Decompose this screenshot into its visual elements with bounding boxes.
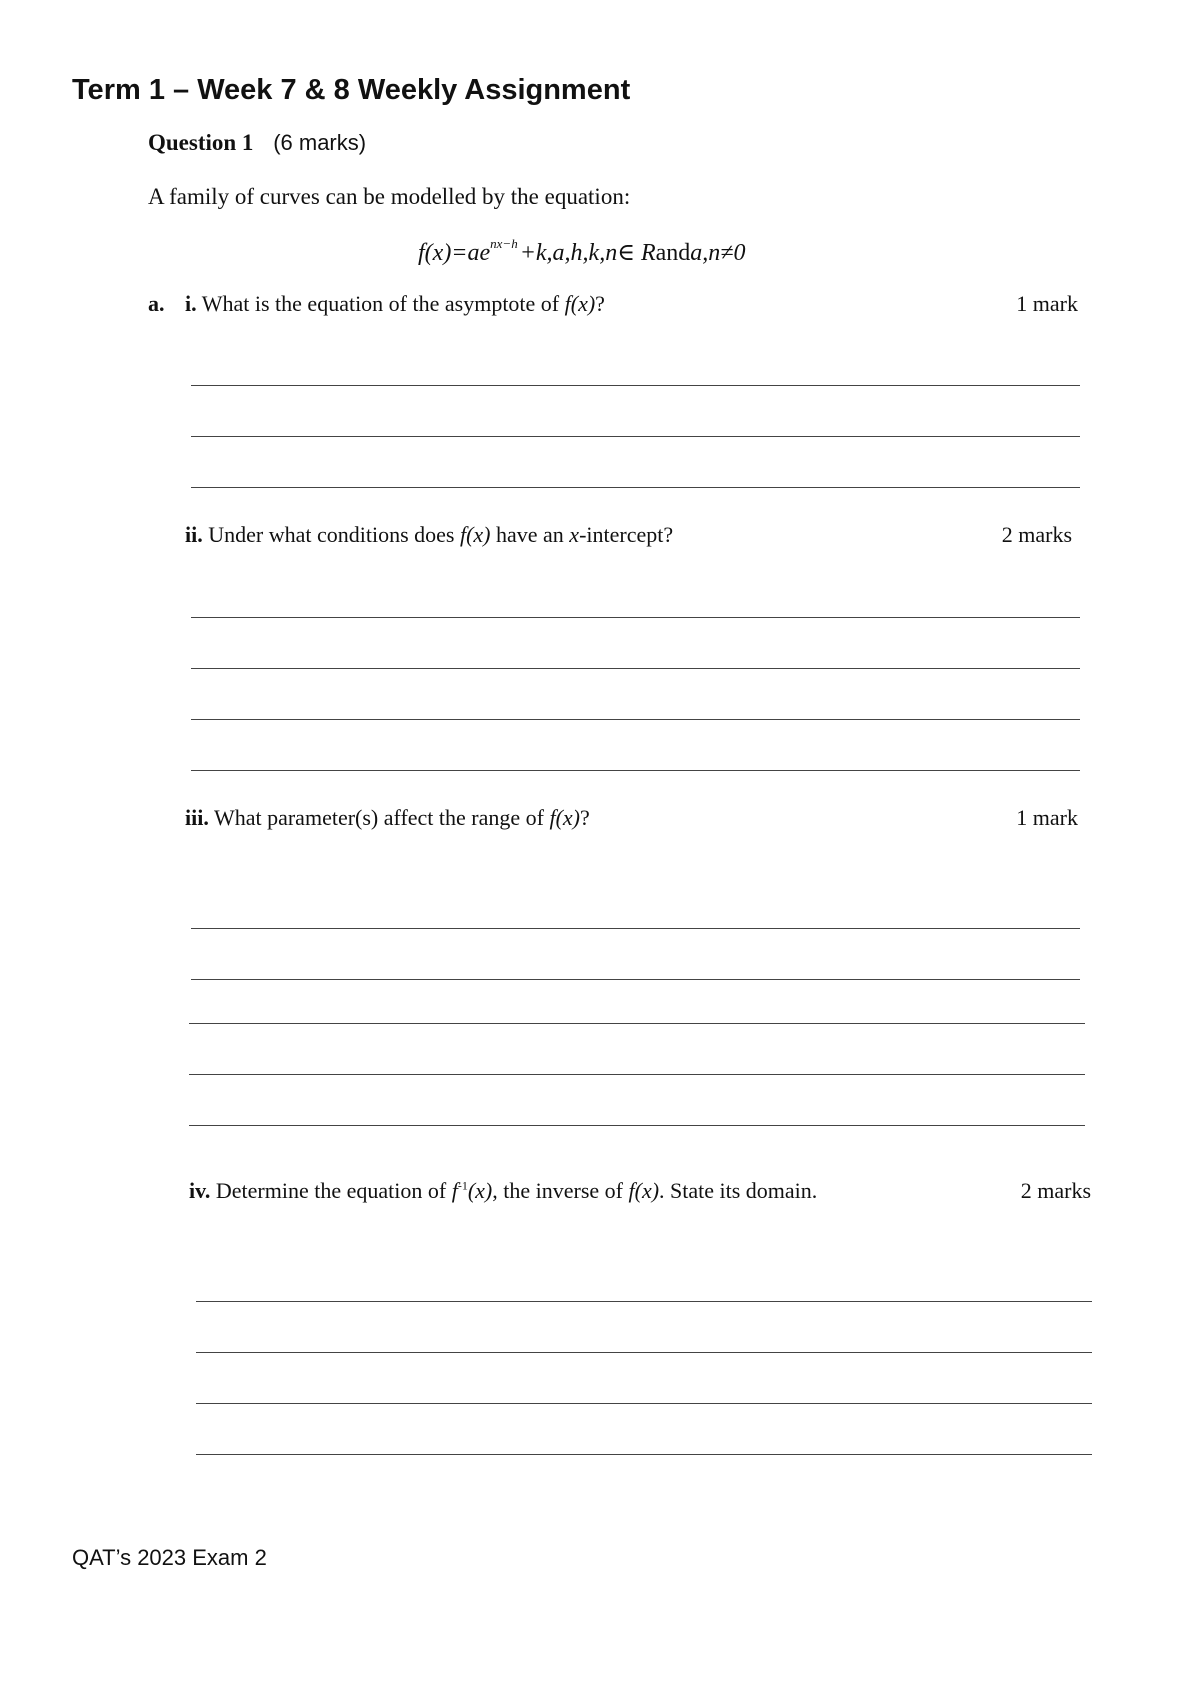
equation-and: and	[655, 240, 691, 266]
answer-line[interactable]	[191, 385, 1080, 386]
subquestion-iii	[185, 805, 590, 831]
variable-x: x	[569, 522, 580, 547]
inverse-function	[452, 1178, 493, 1203]
question-marks: (6 marks)	[273, 130, 367, 155]
answer-line[interactable]	[191, 617, 1080, 618]
subquestion-text-mid: , the inverse of	[492, 1178, 629, 1203]
answer-line[interactable]	[189, 1125, 1085, 1126]
function-notation: f(x)	[549, 805, 580, 830]
answer-line[interactable]	[196, 1301, 1092, 1302]
subquestion-number: iv.	[189, 1178, 211, 1203]
subquestion-ii	[185, 522, 673, 548]
answer-line[interactable]	[191, 436, 1080, 437]
answer-line[interactable]	[191, 719, 1080, 720]
function-notation: f(x)	[564, 291, 596, 316]
equation-lhs: f(x)=ae	[418, 240, 491, 266]
subquestion-text-end: ?	[580, 805, 590, 830]
equation-rhs: +k,a,h,k,n∈ R	[519, 240, 656, 266]
question-intro: A family of curves can be modelled by the equation:	[148, 184, 631, 209]
question-header	[148, 130, 366, 156]
answer-line[interactable]	[191, 928, 1080, 929]
answer-line[interactable]	[196, 1454, 1092, 1455]
subquestion-text: What parameter(s) affect the range of	[213, 805, 550, 830]
subquestion-number: ii.	[185, 522, 203, 547]
inverse-function-name: f	[451, 1178, 458, 1203]
inverse-superscript: -1	[457, 1178, 468, 1193]
function-notation: f(x)	[628, 1178, 660, 1203]
subquestion-marks: 2 marks	[1001, 522, 1072, 547]
equation-exponent: nx−h	[490, 236, 518, 251]
subquestion-text-end: ?	[595, 291, 605, 316]
subquestion-text: Under what conditions does	[208, 522, 460, 547]
page-footer: QAT’s 2023 Exam 2	[72, 1545, 267, 1570]
subquestion-marks: 1 mark	[1016, 291, 1078, 316]
answer-line[interactable]	[189, 1023, 1085, 1024]
subquestion-text-end: . State its domain.	[659, 1178, 818, 1203]
subquestion-number: i.	[185, 291, 197, 316]
equation-tail: a,n≠0	[690, 240, 746, 266]
subquestion-text-end: -intercept?	[579, 522, 674, 547]
part-letter: a.	[148, 291, 165, 316]
function-notation: f(x)	[459, 522, 491, 547]
page-title: Term 1 – Week 7 & 8 Weekly Assignment	[72, 74, 631, 106]
inverse-function-arg: (x)	[467, 1178, 493, 1203]
answer-line[interactable]	[189, 1074, 1085, 1075]
subquestion-number: iii.	[185, 805, 209, 830]
answer-line[interactable]	[191, 668, 1080, 669]
subquestion-i	[185, 291, 605, 317]
subquestion-text: What is the equation of the asymptote of	[201, 291, 565, 316]
subquestion-text: Determine the equation of	[215, 1178, 452, 1203]
answer-line[interactable]	[191, 770, 1080, 771]
answer-line[interactable]	[196, 1352, 1092, 1353]
subquestion-text-mid: have an	[490, 522, 570, 547]
subquestion-marks: 2 marks	[1020, 1178, 1091, 1203]
family-equation	[418, 236, 745, 267]
answer-line[interactable]	[191, 487, 1080, 488]
answer-line[interactable]	[191, 979, 1080, 980]
question-label: Question 1	[148, 130, 254, 155]
answer-line[interactable]	[196, 1403, 1092, 1404]
subquestion-iv	[189, 1178, 817, 1204]
subquestion-marks: 1 mark	[1016, 805, 1078, 830]
